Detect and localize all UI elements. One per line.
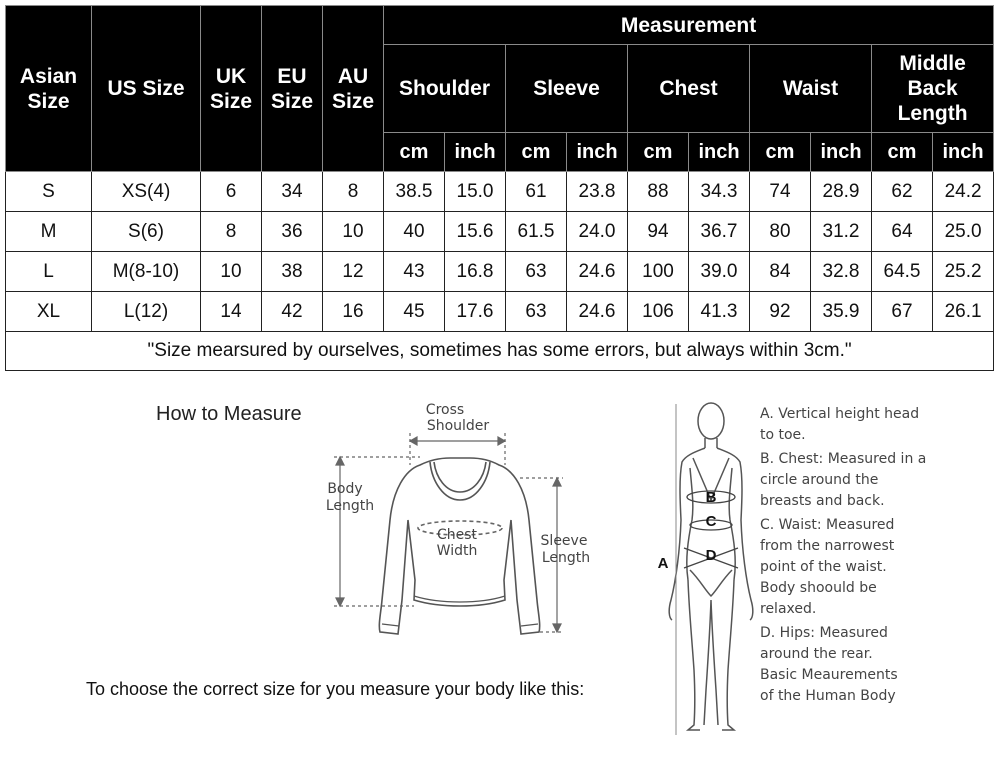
table-cell: L: [6, 252, 92, 292]
table-cell: 24.6: [567, 252, 628, 292]
header-eu-size: EU Size: [262, 6, 323, 172]
table-cell: 24.0: [567, 212, 628, 252]
legend-item-c: C. Waist: Measured from the narrowest point of the waist. Body shoould be relaxed.: [760, 517, 895, 617]
sleeve-length-label: Length: [541, 550, 591, 566]
unit-header: cm: [506, 133, 567, 172]
table-cell: 35.9: [811, 292, 872, 332]
body-figure-illustration: [669, 403, 753, 730]
table-cell: 39.0: [689, 252, 750, 292]
table-cell: 15.0: [445, 172, 506, 212]
table-cell: 6: [201, 172, 262, 212]
letter-b: B: [705, 489, 717, 506]
table-cell: 17.6: [445, 292, 506, 332]
header-middle-back-length: Middle Back Length: [872, 45, 994, 133]
unit-header: cm: [750, 133, 811, 172]
measure-instruction: To choose the correct size for you measure your body like this:: [86, 679, 585, 699]
letter-c: C: [705, 513, 717, 530]
table-cell: 63: [506, 252, 567, 292]
table-cell: 43: [384, 252, 445, 292]
table-cell: 92: [750, 292, 811, 332]
garment-labels: [326, 402, 590, 566]
table-cell: 28.9: [811, 172, 872, 212]
table-cell: 25.0: [933, 212, 994, 252]
table-cell: S: [6, 172, 92, 212]
chest-width-label: Width: [436, 543, 478, 559]
sleeve-length-label: Sleeve: [540, 533, 588, 549]
table-cell: 32.8: [811, 252, 872, 292]
table-cell: 25.2: [933, 252, 994, 292]
unit-header: inch: [811, 133, 872, 172]
header-sleeve: Sleeve: [506, 45, 628, 133]
unit-header: cm: [872, 133, 933, 172]
cross-shoulder-label: Shoulder: [426, 418, 490, 434]
table-cell: 36: [262, 212, 323, 252]
table-cell: 45: [384, 292, 445, 332]
body-length-label: Body: [327, 481, 363, 497]
table-cell: 42: [262, 292, 323, 332]
table-cell: 61: [506, 172, 567, 212]
legend-item-b: B. Chest: Measured in a circle around the breasts and back.: [760, 451, 927, 509]
table-cell: 24.2: [933, 172, 994, 212]
table-cell: XS(4): [92, 172, 201, 212]
header-waist: Waist: [750, 45, 872, 133]
header-asian-size: Asian Size: [6, 6, 92, 172]
table-cell: 62: [872, 172, 933, 212]
table-cell: 26.1: [933, 292, 994, 332]
how-to-measure-title: How to Measure: [156, 403, 302, 425]
table-cell: 31.2: [811, 212, 872, 252]
legend-item-a: A. Vertical height head to toe.: [760, 406, 920, 443]
table-cell: 10: [201, 252, 262, 292]
unit-header: inch: [933, 133, 994, 172]
table-cell: 36.7: [689, 212, 750, 252]
table-cell: 64: [872, 212, 933, 252]
unit-header: inch: [689, 133, 750, 172]
table-cell: 61.5: [506, 212, 567, 252]
table-cell: 8: [323, 172, 384, 212]
header-shoulder: Shoulder: [384, 45, 506, 133]
header-measurement: Measurement: [384, 6, 994, 45]
table-cell: 16.8: [445, 252, 506, 292]
header-au-size: AU Size: [323, 6, 384, 172]
table-cell: 63: [506, 292, 567, 332]
table-cell: L(12): [92, 292, 201, 332]
chest-width-label: Chest: [436, 527, 478, 543]
table-cell: 74: [750, 172, 811, 212]
body-length-label: Length: [325, 498, 375, 514]
table-cell: 38: [262, 252, 323, 292]
header-chest: Chest: [628, 45, 750, 133]
table-cell: 15.6: [445, 212, 506, 252]
table-cell: 106: [628, 292, 689, 332]
table-cell: 80: [750, 212, 811, 252]
letter-d: D: [705, 547, 717, 564]
table-cell: 34: [262, 172, 323, 212]
table-cell: 24.6: [567, 292, 628, 332]
unit-header: inch: [445, 133, 506, 172]
measurement-legend: [760, 404, 995, 710]
table-cell: 10: [323, 212, 384, 252]
legend-item-d: D. Hips: Measured around the rear. Basic Meaurements of the Human Body: [760, 625, 898, 704]
table-cell: 16: [323, 292, 384, 332]
table-cell: 12: [323, 252, 384, 292]
table-cell: 64.5: [872, 252, 933, 292]
table-cell: 38.5: [384, 172, 445, 212]
table-cell: 14: [201, 292, 262, 332]
unit-header: cm: [384, 133, 445, 172]
table-cell: 100: [628, 252, 689, 292]
table-cell: S(6): [92, 212, 201, 252]
unit-header: cm: [628, 133, 689, 172]
table-cell: 41.3: [689, 292, 750, 332]
table-cell: XL: [6, 292, 92, 332]
unit-header: inch: [567, 133, 628, 172]
table-cell: 23.8: [567, 172, 628, 212]
letter-a: A: [657, 555, 669, 572]
table-cell: 88: [628, 172, 689, 212]
measurement-note: "Size mearsured by ourselves, sometimes has some errors, but always within 3cm.": [6, 332, 994, 371]
table-cell: M: [6, 212, 92, 252]
table-cell: 8: [201, 212, 262, 252]
table-cell: 34.3: [689, 172, 750, 212]
table-cell: 67: [872, 292, 933, 332]
cross-shoulder-label: Cross: [425, 402, 465, 418]
table-cell: M(8-10): [92, 252, 201, 292]
header-us-size: US Size: [92, 6, 201, 172]
table-cell: 84: [750, 252, 811, 292]
table-cell: 94: [628, 212, 689, 252]
header-uk-size: UK Size: [201, 6, 262, 172]
table-cell: 40: [384, 212, 445, 252]
